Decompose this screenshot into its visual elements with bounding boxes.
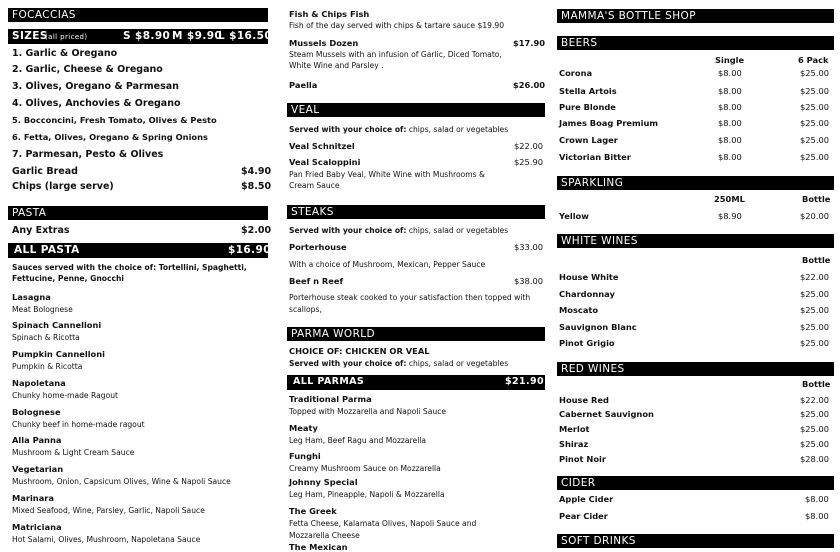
steaks-header: STEAKS <box>287 205 545 219</box>
red-wine-name: House Red <box>559 395 609 405</box>
fish-chips-desc: Fish of the day served with chips & tartare sauce $19.90 <box>289 21 505 30</box>
all-parmas-bar <box>287 375 545 390</box>
pasta-item-desc: Mushroom, Onion, Capsicum Olives, Wine & Napoli Sauce <box>12 477 231 486</box>
pasta-item-name: Vegetarian <box>12 464 64 474</box>
column-right <box>557 0 834 549</box>
sizes-bar <box>8 29 273 44</box>
all-pasta-label: ALL PASTA <box>14 244 80 256</box>
beer-six-pack-price: $25.00 <box>800 118 830 128</box>
white-wine-price: $25.00 <box>800 338 830 348</box>
greek-desc-2: Mozzarella Cheese <box>289 531 360 540</box>
fish-chips: Fish & Chips Fish <box>289 9 370 19</box>
focaccia-item: 1. Garlic & Oregano <box>12 48 118 59</box>
beer-single-price: $8.00 <box>718 68 742 78</box>
red-wine-name: Cabernet Sauvignon <box>559 409 654 419</box>
parma-item-desc: Leg Ham, Beef Ragu and Mozzarella <box>289 436 427 445</box>
pasta-sauces-note: Sauces served with the choice of: Tortellini, Spaghetti, <box>12 263 247 272</box>
mussels-desc: Steam Mussels with an infusion of Garlic, Diced Tomato, <box>289 50 502 59</box>
pasta-item-desc: Mixed Seafood, Wine, Parsley, Garlic, Napoli Sauce <box>12 506 205 515</box>
red-wine-price: $25.00 <box>800 409 830 419</box>
mussels-desc-2: White Wine and Parsley . <box>289 61 384 70</box>
sparkling-col-250ml: 250ML <box>714 194 745 204</box>
pasta-item-name: Alla Panna <box>12 435 62 445</box>
pasta-item-desc: Hot Salami, Olives, Mushroom, Napoletana Sauce <box>12 535 201 544</box>
all-parmas-price: $21.90 <box>505 376 545 387</box>
pasta-item-name: Marinara <box>12 493 54 503</box>
red-wines-col-bottle: Bottle <box>802 379 831 389</box>
white-wine-price: $25.00 <box>800 305 830 315</box>
red-wine-price: $22.00 <box>800 395 830 405</box>
sparkling-price-250: $8.90 <box>718 211 742 221</box>
white-wine-price: $22.00 <box>800 272 830 282</box>
size-small-price: S $8.90 <box>123 30 171 42</box>
steaks-served-label: Served with your choice of: <box>289 226 407 235</box>
red-wine-name: Pinot Noir <box>559 454 606 464</box>
paella-price: $26.00 <box>513 80 546 90</box>
focaccia-item: 7. Parmesan, Pesto & Olives <box>12 149 164 160</box>
beer-name: James Boag Premium <box>559 118 659 128</box>
beef-n-reef-desc: Porterhouse steak cooked to your satisfaction then topped with <box>289 293 531 302</box>
size-large-price: L $16.50 <box>218 30 273 42</box>
pasta-item-name: Pumpkin Cannelloni <box>12 349 105 359</box>
sparkling-header: SPARKLING <box>557 176 834 190</box>
beer-single-price: $8.00 <box>718 152 742 162</box>
white-wines-col-bottle: Bottle <box>802 255 831 265</box>
steaks-served-options: chips, salad or vegetables <box>408 226 509 235</box>
parma-item-name: Meaty <box>289 423 318 433</box>
soft-drinks-header: SOFT DRINKS <box>557 534 834 548</box>
all-pasta-price: $16.90 <box>228 244 271 256</box>
bottle-shop-header: MAMMA'S BOTTLE SHOP <box>557 9 834 23</box>
all-parmas-label: ALL PARMAS <box>293 376 365 387</box>
focaccia-item: 3. Olives, Oregano & Parmesan <box>12 81 179 92</box>
beer-name: Corona <box>559 68 593 78</box>
column-left <box>8 0 273 549</box>
porterhouse-price: $33.00 <box>514 242 544 252</box>
all-pasta-bar <box>8 243 271 258</box>
pasta-item-desc: Meat Bolognese <box>12 305 73 314</box>
pasta-item-name: Bolognese <box>12 407 61 417</box>
beef-n-reef: Beef n Reef <box>289 276 344 286</box>
beer-name: Crown Lager <box>559 135 618 145</box>
veal-served-label: Served with your choice of: <box>289 125 407 134</box>
white-wine-price: $25.00 <box>800 289 830 299</box>
focaccia-item: 4. Olives, Anchovies & Oregano <box>12 98 181 109</box>
column-middle <box>287 0 547 552</box>
veal-served-options: chips, salad or vegetables <box>408 125 509 134</box>
red-wine-price: $25.00 <box>800 439 830 449</box>
red-wine-price: $25.00 <box>800 424 830 434</box>
pasta-item-desc: Chunky home-made Ragout <box>12 391 119 400</box>
beer-six-pack-price: $25.00 <box>800 135 830 145</box>
pasta-item-name: Matriciana <box>12 522 62 532</box>
beer-name: Stella Artois <box>559 86 617 96</box>
red-wine-name: Merlot <box>559 424 590 434</box>
porterhouse: Porterhouse <box>289 242 347 252</box>
parma-item-name: The Greek <box>289 506 337 516</box>
parma-item-name: Johnny Special <box>289 477 358 487</box>
red-wines-header: RED WINES <box>557 362 834 376</box>
sparkling-col-bottle: Bottle <box>802 194 831 204</box>
parma-item-desc: Leg Ham, Pineapple, Napoli & Mozzarella <box>289 490 445 499</box>
mexican-parma: The Mexican <box>289 542 348 552</box>
cider-price: $8.00 <box>805 511 829 521</box>
cider-header: CIDER <box>557 476 834 490</box>
pasta-item-name: Lasagna <box>12 292 51 302</box>
chips-price: $8.50 <box>241 181 272 192</box>
garlic-bread: Garlic Bread <box>12 166 78 177</box>
white-wine-name: Moscato <box>559 305 599 315</box>
white-wine-name: Sauvignon Blanc <box>559 322 637 332</box>
chips: Chips (large serve) <box>12 181 114 192</box>
beer-six-pack-price: $25.00 <box>800 152 830 162</box>
veal-scaloppini-desc: Pan Fried Baby Veal, White Wine with Mushrooms & <box>289 170 485 179</box>
any-extras-price: $2.00 <box>241 225 272 236</box>
veal-header: VEAL <box>287 103 545 117</box>
red-wine-name: Shiraz <box>559 439 589 449</box>
red-wine-price: $28.00 <box>800 454 830 464</box>
beer-single-price: $8.00 <box>718 135 742 145</box>
beef-n-reef-price: $38.00 <box>514 276 544 286</box>
beer-six-pack-price: $25.00 <box>800 86 830 96</box>
garlic-bread-price: $4.90 <box>241 166 272 177</box>
focaccia-item: 5. Bocconcini, Fresh Tomato, Olives & Pesto <box>12 115 217 125</box>
veal-scaloppini: Veal Scaloppini <box>289 157 361 167</box>
beers-header: BEERS <box>557 36 834 50</box>
beer-six-pack-price: $25.00 <box>800 102 830 112</box>
parma-item-desc: Fetta Cheese, Kalamata Olives, Napoli Sauce and <box>289 519 477 528</box>
focaccia-item: 6. Fetta, Olives, Oregano & Spring Onions <box>12 132 208 142</box>
mussels: Mussels Dozen <box>289 38 359 48</box>
any-extras: Any Extras <box>12 225 70 236</box>
white-wine-name: Pinot Grigio <box>559 338 615 348</box>
beer-six-pack-price: $25.00 <box>800 68 830 78</box>
all-priced-note: (all priced) <box>45 33 88 41</box>
beer-name: Pure Blonde <box>559 102 616 112</box>
parma-item-name: Funghi <box>289 451 321 461</box>
sizes-label: SIZES <box>12 30 48 42</box>
porterhouse-desc: With a choice of Mushroom, Mexican, Pepper Sauce <box>289 260 486 269</box>
beer-single-price: $8.00 <box>718 118 742 128</box>
white-wine-name: Chardonnay <box>559 289 615 299</box>
beers-col-six-pack: 6 Pack <box>798 55 829 65</box>
veal-scaloppini-price: $25.90 <box>514 157 544 167</box>
beer-single-price: $8.00 <box>718 86 742 96</box>
cider-name: Apple Cider <box>559 494 614 504</box>
white-wines-header: WHITE WINES <box>557 234 834 248</box>
white-wine-name: House White <box>559 272 619 282</box>
mussels-price: $17.90 <box>513 38 546 48</box>
beer-single-price: $8.00 <box>718 102 742 112</box>
pasta-item-name: Spinach Cannelloni <box>12 320 102 330</box>
parma-served-label: Served with your choice of: <box>289 359 407 368</box>
parma-choice: CHOICE OF: CHICKEN OR VEAL <box>289 346 430 356</box>
size-medium-price: M $9.90 <box>172 30 223 42</box>
pasta-item-desc: Chunky beef in home-made ragout <box>12 420 145 429</box>
parma-item-desc: Topped with Mozzarella and Napoli Sauce <box>289 407 447 416</box>
pasta-item-desc: Mushroom & Light Cream Sauce <box>12 448 135 457</box>
focaccia-item: 2. Garlic, Cheese & Oregano <box>12 64 163 75</box>
beef-n-reef-desc-2: scallops, <box>289 305 322 314</box>
parma-item-name: Traditional Parma <box>289 394 372 404</box>
white-wine-price: $25.00 <box>800 322 830 332</box>
sparkling-price-bottle: $20.00 <box>800 211 830 221</box>
pasta-sauces-note-2: Fettucine, Penne, Gnocchi <box>12 274 124 283</box>
pasta-item-desc: Spinach & Ricotta <box>12 333 80 342</box>
pasta-header: PASTA <box>8 206 268 220</box>
cider-name: Pear Cider <box>559 511 608 521</box>
sparkling-name: Yellow <box>559 211 589 221</box>
parma-served-options: chips, salad or vegetables <box>408 359 509 368</box>
beers-col-single: Single <box>715 55 745 65</box>
cider-price: $8.00 <box>805 494 829 504</box>
focaccias-header: FOCACCIAS <box>8 8 268 22</box>
beer-name: Victorian Bitter <box>559 152 631 162</box>
pasta-item-name: Napoletana <box>12 378 66 388</box>
veal-scaloppini-desc-2: Cream Sauce <box>289 181 340 190</box>
parma-item-desc: Creamy Mushroom Sauce on Mozzarella <box>289 464 441 473</box>
paella: Paella <box>289 80 318 90</box>
pasta-item-desc: Pumpkin & Ricotta <box>12 362 83 371</box>
veal-schnitzel-price: $22.00 <box>514 141 544 151</box>
parma-world-header: PARMA WORLD <box>287 327 545 341</box>
veal-schnitzel: Veal Schnitzel <box>289 141 355 151</box>
